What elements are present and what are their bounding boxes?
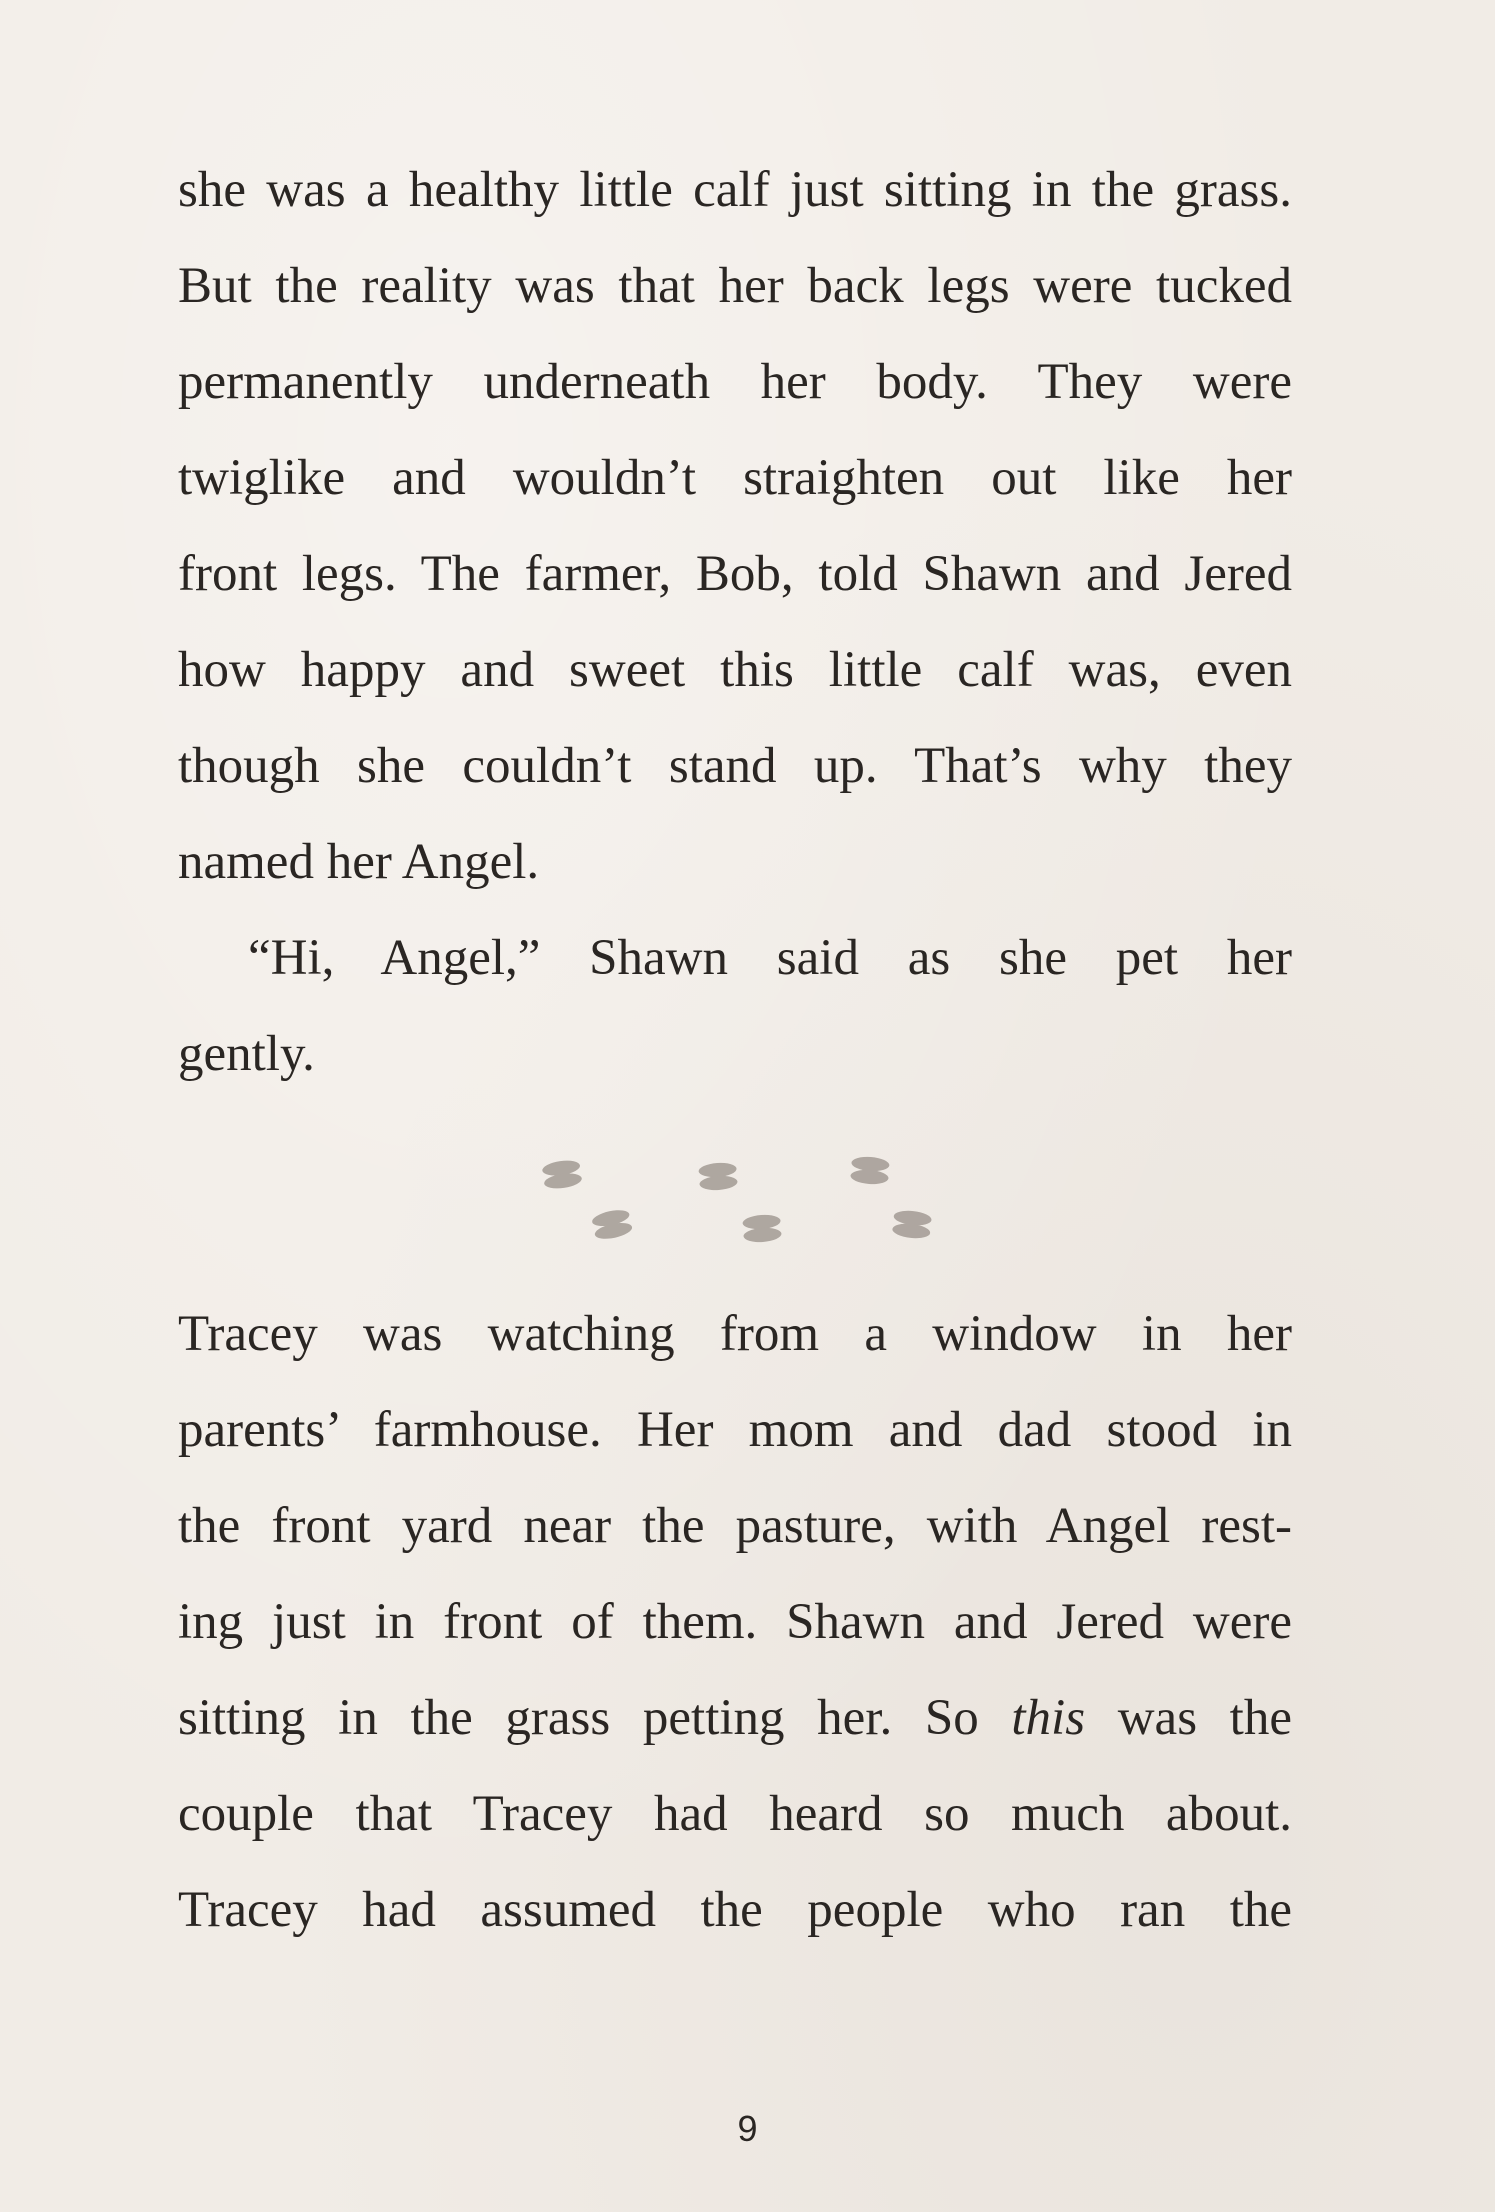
text-line: how happy and sweet this little calf was, even [178,642,1292,698]
italic-emphasis: this [1011,1690,1086,1746]
text-line: front legs. The farmer, Bob, told Shawn and Jered [178,546,1292,602]
text-block-bottom [178,1286,1292,1958]
text-line: Tracey was watching from a window in her [178,1306,1292,1362]
text-line: permanently underneath her body. They were [178,354,1292,410]
text-line: “Hi, Angel,” Shawn said as she pet her [248,930,1292,986]
text-line: though she couldn’t stand up. That’s why they [178,738,1292,794]
text-segment: was the [1085,1690,1292,1746]
text-block-top [178,142,1292,1102]
text-line: gently. [178,1026,315,1082]
text-line: the front yard near the pasture, with Angel rest- [178,1498,1292,1554]
text-line: But the reality was that her back legs were tucked [178,258,1292,314]
text-line: ing just in front of them. Shawn and Jered were [178,1594,1292,1650]
text-line: parents’ farmhouse. Her mom and dad stood in [178,1402,1292,1458]
hoofprints-icon [540,1150,960,1260]
text-line [178,1670,1292,1766]
text-line: named her Angel. [178,834,540,890]
text-line: Tracey had assumed the people who ran the [178,1882,1292,1938]
page-number: 9 [737,2108,758,2149]
text-line: couple that Tracey had heard so much about. [178,1786,1292,1842]
text-segment: sitting in the grass petting her. So [178,1690,1012,1746]
text-line: she was a healthy little calf just sitting in the grass. [178,162,1292,218]
text-line: twiglike and wouldn’t straighten out like her [178,450,1292,506]
